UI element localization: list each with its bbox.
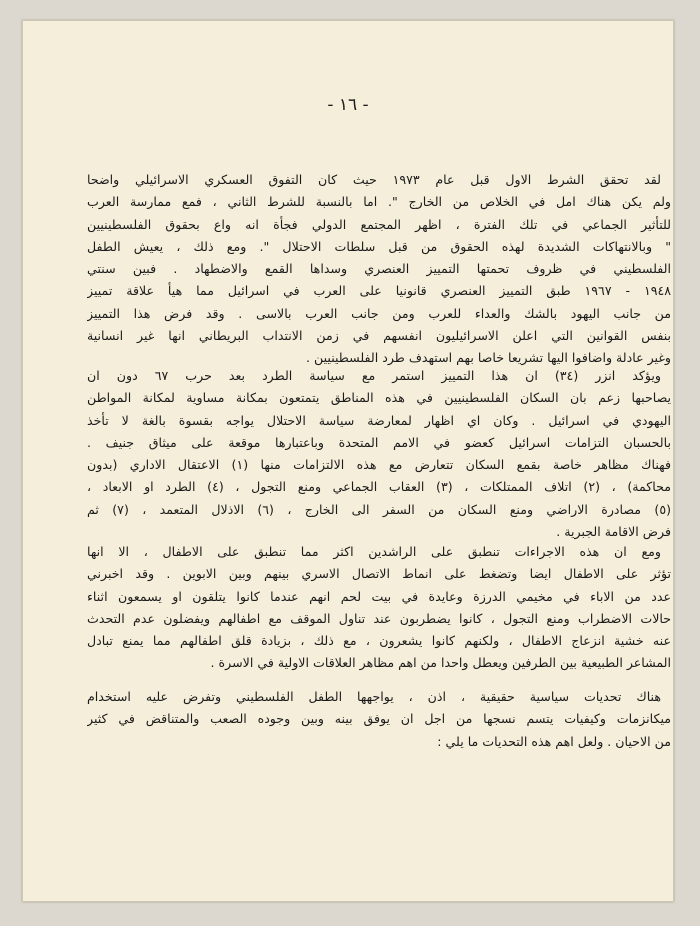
text-line: يصاحبها زعم بان السكان الفلسطينيين في هذه المناطق يتمتعون بمكانة مساوية لمكانة المواطن [87, 390, 671, 406]
text-line: ولم يكن هناك امل في الخلاص من الخارج ". اما بالنسبة للشرط الثاني ، فمع ممارسة العرب [87, 194, 671, 210]
text-line: ميكانزمات وكيفيات يتسم نسجها من اجل ان يوفق بينه وبين وجوده الصعب والمتناقض في كثير [87, 711, 671, 727]
text-line: فرض الاقامة الجبرية . [556, 524, 671, 540]
paragraph-2 [87, 365, 671, 543]
page-number: - ١٦ - [327, 95, 369, 115]
paragraph-3 [87, 541, 671, 675]
text-line: وغير عادلة واضافوا اليها تشريعا خاصا بهم استهدف طرد الفلسطينيين . [306, 350, 671, 366]
text-line: (٥) مصادرة الاراضي ومنع السكان من السفر الى الخارج ، (٦) الاذلال المتعمد ، (٧) ثم [87, 501, 671, 517]
text-line: من الاحيان . ولعل اهم هذه التحديات ما يلي : [437, 733, 671, 749]
text-line: هناك تحديات سياسية حقيقية ، اذن ، يواجهها الطفل الفلسطيني وتفرض عليه استخدام [87, 689, 661, 704]
text-line: اليهودي في اسرائيل . وكان اي اظهار لمعارضة سياسة الاحتلال يواجه بقسوة بالغة لا تأخذ [87, 412, 671, 428]
text-line: المشاعر الطبيعية بين الطرفين ويعطل واحدا من اهم مظاهر العلاقات الاولية في الاسرة . [210, 655, 671, 671]
text-line: محاكمة) ، (٢) اتلاف الممتلكات ، (٣) العقاب الجماعي ومنع التجول ، (٤) الطرد او الابعاد ، [87, 479, 671, 495]
text-line: " وبالانتهاكات الشديدة لهذه الحقوق من قبل سلطات الاحتلال ". ومع ذلك ، يعيش الطفل [87, 238, 671, 254]
text-line: لقد تحقق الشرط الاول قبل عام ١٩٧٣ حيث كان التفوق العسكري الاسرائيلي واضحا [87, 172, 662, 187]
paragraph-1 [87, 169, 671, 370]
text-line: الفلسطيني في ظروف تحمتها التمييز العنصري وسداها القمع والاضطهاد . فبين سنتي [87, 261, 671, 277]
text-line: ويؤكد انزر (٣٤) ان هذا التمييز استمر مع سياسة الطرد بعد حرب ٦٧ دون ان [87, 368, 662, 383]
text-line: بنفس القوانين التي اعلن الاسرائيليون انفسهم في زمن الانتداب البريطاني انها غير انسانية [87, 328, 671, 344]
text-line: بالحسبان التزامات اسرائيل كعضو في الامم المتحدة وباعتبارها موقعة على ميثاق جنيف . [87, 434, 671, 450]
text-line: عنه خشية انزعاج الاطفال ، ولكنهم كانوا يشعرون ، مع ذلك ، بزيادة قلق اطفالهم مما يمنع تبادل [87, 633, 671, 649]
text-line: فهناك مظاهر خاصة بقمع السكان تتعارض مع هذه الالتزامات منها (١) الاعتقال الاداري (بدون [87, 457, 671, 473]
text-line: حالات الاضطراب ومنع التجول ، كانوا يضطربون عند تناول الموقف مع اطفالهم ويفضلون عدم التحدث [87, 610, 671, 626]
text-line: من جانب اليهود بالشك والعداء للعرب ومن جانب العرب بالاسى . وقد فرض هذا التمييز [87, 305, 671, 321]
text-line: تؤثر على الاطفال ايضا وتضغط على انماط الاتصال الاسري بينهم وبين الابوين . وقد اخبرني [87, 566, 671, 582]
text-line: للتأثير الجماعي في تلك الفترة ، اظهر المجتمع الدولي فجأة انه واع بحقوق الفلسطينيين [87, 216, 671, 232]
text-line: عدد من الاباء في مخيمي الدرزة وعايدة في بيت لحم انهم عندما كانوا يتلقون او يسمعون اثناء [87, 588, 671, 604]
text-line: ١٩٤٨ - ١٩٦٧ طبق التمييز العنصري قانونيا على العرب في اسرائيل مما هيأ علاقة تمييز [87, 283, 671, 299]
paragraph-4 [87, 686, 671, 753]
document-page [22, 20, 674, 902]
text-line: ومع ان هذه الاجراءات تنطبق على الراشدين اكثر مما تنطبق على الاطفال ، الا انها [87, 544, 661, 559]
